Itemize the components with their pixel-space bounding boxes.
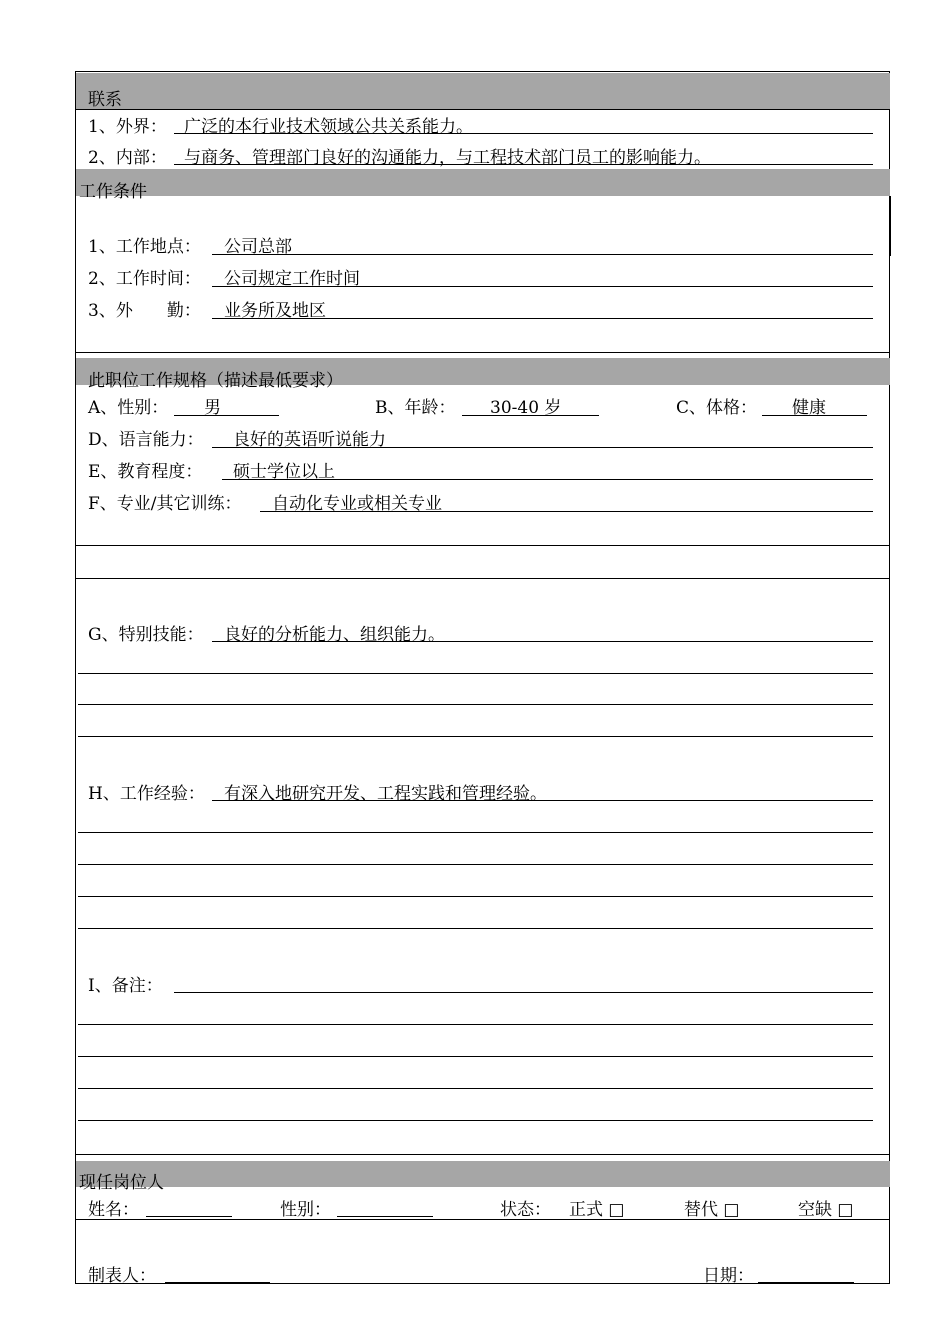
preparer-label: 制表人： bbox=[88, 1266, 156, 1286]
location-label: 1、工作地点： bbox=[88, 237, 201, 257]
major-label: F、专业/其它训练： bbox=[88, 494, 242, 514]
experience-label: H、工作经验： bbox=[88, 784, 205, 804]
underline bbox=[174, 415, 279, 416]
spec-header bbox=[76, 358, 890, 391]
travel-label: 3、外 勤： bbox=[88, 301, 201, 321]
status-vacant-checkbox[interactable]: 空缺 □ bbox=[798, 1200, 854, 1220]
skills-label: G、特别技能： bbox=[88, 625, 204, 645]
underline bbox=[174, 164, 873, 165]
status-substitute-checkbox[interactable]: 替代 □ bbox=[684, 1200, 740, 1220]
underline bbox=[212, 254, 873, 255]
spec-header-text: 此职位工作规格（描述最低要求） bbox=[88, 371, 343, 391]
contact-header-text: 联系 bbox=[88, 90, 122, 110]
blank-line bbox=[78, 1120, 873, 1121]
underline bbox=[174, 133, 873, 134]
contact-internal-value: 与商务、管理部门良好的沟通能力，与工程技术部门员工的影响能力。 bbox=[184, 148, 711, 168]
incumbent-header-text: 现任岗位人 bbox=[79, 1173, 164, 1193]
blank-line bbox=[78, 736, 873, 737]
physique-label: C、体格： bbox=[676, 398, 758, 418]
underline bbox=[174, 992, 873, 993]
gender-field[interactable] bbox=[337, 1216, 433, 1217]
language-value: 良好的英语听说能力 bbox=[233, 430, 386, 450]
underline bbox=[212, 641, 873, 642]
divider bbox=[76, 578, 890, 579]
status-formal-checkbox[interactable]: 正式 □ bbox=[569, 1200, 625, 1220]
incumbent-header bbox=[76, 1161, 890, 1193]
name-field[interactable] bbox=[146, 1216, 232, 1217]
contact-header bbox=[76, 73, 890, 109]
divider bbox=[76, 352, 890, 353]
experience-value: 有深入地研究开发、工程实践和管理经验。 bbox=[224, 784, 547, 804]
underline bbox=[222, 479, 873, 480]
blank-line bbox=[78, 673, 873, 674]
age-value: 30-40 岁 bbox=[490, 398, 562, 418]
travel-value: 业务所及地区 bbox=[224, 301, 326, 321]
blank-line bbox=[78, 1088, 873, 1089]
blank-line bbox=[78, 1056, 873, 1057]
age-label: B、年龄： bbox=[375, 398, 456, 418]
contact-external-value: 广泛的本行业技术领域公共关系能力。 bbox=[184, 117, 473, 137]
underline bbox=[462, 415, 599, 416]
location-value: 公司总部 bbox=[224, 237, 292, 257]
incumbent-status-label: 状态： bbox=[500, 1200, 551, 1220]
divider bbox=[76, 545, 890, 546]
underline bbox=[260, 511, 873, 512]
blank-line bbox=[78, 832, 873, 833]
language-label: D、语言能力： bbox=[88, 430, 204, 450]
conditions-header bbox=[76, 169, 890, 202]
underline bbox=[212, 318, 873, 319]
incumbent-name-label: 姓名： bbox=[88, 1200, 139, 1220]
blank-line bbox=[78, 864, 873, 865]
skills-value: 良好的分析能力、组织能力。 bbox=[224, 625, 445, 645]
divider bbox=[890, 196, 891, 256]
divider bbox=[76, 109, 890, 110]
education-label: E、教育程度： bbox=[88, 462, 203, 482]
date-field[interactable] bbox=[758, 1282, 854, 1283]
education-value: 硕士学位以上 bbox=[233, 462, 335, 482]
major-value: 自动化专业或相关专业 bbox=[272, 494, 442, 514]
contact-external-label: 1、外界： bbox=[88, 117, 167, 137]
blank-line bbox=[78, 704, 873, 705]
underline bbox=[762, 415, 867, 416]
time-label: 2、工作时间： bbox=[88, 269, 201, 289]
blank-line bbox=[78, 896, 873, 897]
contact-internal-label: 2、内部： bbox=[88, 148, 167, 168]
preparer-field[interactable] bbox=[165, 1282, 270, 1283]
blank-line bbox=[78, 928, 873, 929]
date-label: 日期： bbox=[703, 1266, 754, 1286]
time-value: 公司规定工作时间 bbox=[224, 269, 360, 289]
divider bbox=[76, 1219, 890, 1220]
underline bbox=[212, 800, 873, 801]
incumbent-gender-label: 性别： bbox=[280, 1200, 331, 1220]
gender-value: 男 bbox=[204, 398, 221, 418]
underline bbox=[212, 286, 873, 287]
notes-label: I、备注： bbox=[88, 976, 163, 996]
underline bbox=[212, 447, 873, 448]
physique-value: 健康 bbox=[792, 398, 826, 418]
gender-label: A、性别： bbox=[88, 398, 169, 418]
conditions-header-text: 工作条件 bbox=[79, 182, 147, 202]
blank-line bbox=[78, 1024, 873, 1025]
divider bbox=[76, 1154, 890, 1155]
